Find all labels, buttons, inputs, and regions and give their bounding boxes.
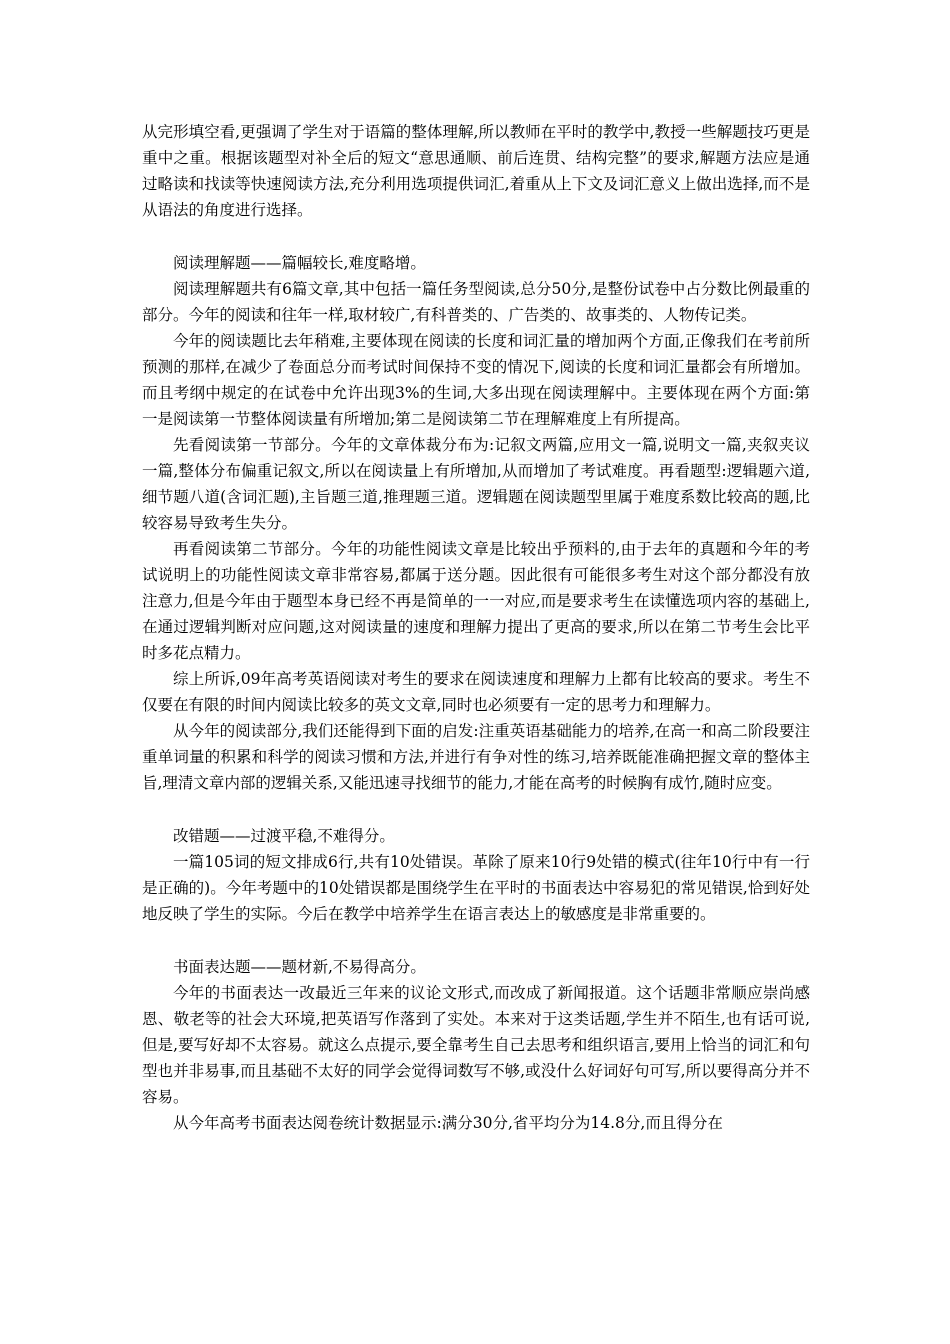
paragraph-error-correction: 一篇105词的短文排成6行,共有10处错误。革除了原来10行9处错的模式(往年10行中有一行是正确的)。今年考题中的10处错误都是围绕学生在平时的书面表达中容易犯的常见错误,恰到好处地反映了学生的实际。今后在教学中培养学生在语言表达上的敏感度是非常重要的。 — [142, 853, 810, 923]
section-heading-writing: 书面表达题——题材新,不易得高分。 — [173, 958, 426, 976]
paragraph-reading-section-two: 再看阅读第二节部分。今年的功能性阅读文章是比较出乎预料的,由于去年的真题和今年的考试说明上的功能性阅读文章非常容易,都属于送分题。因此很有可能很多考生对这个部分都没有放注意力,但是今年由于题型本身已经不再是简单的一一对应,而是要求考生在读懂选项内容的基础上,在通过逻辑判断对应问题,这对阅读量的速度和理解力提出了更高的要求,所以在第二节考生会比平时多花点精力。 — [142, 540, 810, 662]
paragraph-spacer — [142, 927, 810, 954]
paragraph-reading-overview: 阅读理解题共有6篇文章,其中包括一篇任务型阅读,总分50分,是整份试卷中占分数比例最重的部分。今年的阅读和往年一样,取材较广,有科普类的、广告类的、故事类的、人物传记类。 — [142, 280, 810, 324]
document-body — [142, 119, 810, 1136]
paragraph-writing-overview: 今年的书面表达一改最近三年来的议论文形式,而改成了新闻报道。这个话题非常顺应崇尚感恩、敬老等的社会大环境,把英语写作落到了实处。本来对于这类话题,学生并不陌生,也有话可说,但是,要写好却不太容易。就这么点提示,要全靠考生自己去思考和组织语言,要用上恰当的词汇和句型也并非易事,而且基础不太好的同学会觉得词数写不够,或没什么好词好句可写,所以要得高分并不容易。 — [142, 984, 810, 1106]
paragraph-reading-section-one: 先看阅读第一节部分。今年的文章体裁分布为:记叙文两篇,应用文一篇,说明文一篇,夹叙夹议一篇,整体分布偏重记叙文,所以在阅读量上有所增加,从而增加了考试难度。再看题型:逻辑题六道,细节题八道(含词汇题),主旨题三道,推理题三道。逻辑题在阅读题型里属于难度系数比较高的题,比较容易导致考生失分。 — [142, 436, 810, 532]
paragraph-reading-insight: 从今年的阅读部分,我们还能得到下面的启发:注重英语基础能力的培养,在高一和高二阶段要注重单词量的积累和科学的阅读习惯和方法,并进行有争对性的练习,培养既能准确把握文章的整体主旨,理清文章内部的逻辑关系,又能迅速寻找细节的能力,才能在高考的时候胸有成竹,随时应变。 — [142, 722, 810, 792]
paragraph-cloze-analysis: 从完形填空看,更强调了学生对于语篇的整体理解,所以教师在平时的教学中,教授一些解题技巧更是重中之重。根据该题型对补全后的短文“意思通顺、前后连贯、结构完整”的要求,解题方法应是通过略读和找读等快速阅读方法,充分利用选项提供词汇,着重从上下文及词汇意义上做出选择,而不是从语法的角度进行选择。 — [142, 123, 810, 219]
paragraph-writing-statistics: 从今年高考书面表达阅卷统计数据显示:满分30分,省平均分为14.8分,而且得分在 — [173, 1114, 723, 1132]
section-heading-reading: 阅读理解题——篇幅较长,难度略增。 — [173, 254, 426, 272]
paragraph-spacer — [142, 796, 810, 823]
section-heading-error-correction: 改错题——过渡平稳,不难得分。 — [173, 827, 395, 845]
paragraph-reading-difficulty: 今年的阅读题比去年稍难,主要体现在阅读的长度和词汇量的增加两个方面,正像我们在考前所预测的那样,在减少了卷面总分而考试时间保持不变的情况下,阅读的长度和词汇量都会有所增加。而且考纲中规定的在试卷中允许出现3%的生词,大多出现在阅读理解中。主要体现在两个方面:第一是阅读第一节整体阅读量有所增加;第二是阅读第二节在理解难度上有所提高。 — [142, 332, 810, 428]
paragraph-reading-summary: 综上所诉,09年高考英语阅读对考生的要求在阅读速度和理解力上都有比较高的要求。考生不仅要在有限的时间内阅读比较多的英文文章,同时也必须要有一定的思考力和理解力。 — [142, 670, 810, 714]
paragraph-spacer — [142, 223, 810, 250]
